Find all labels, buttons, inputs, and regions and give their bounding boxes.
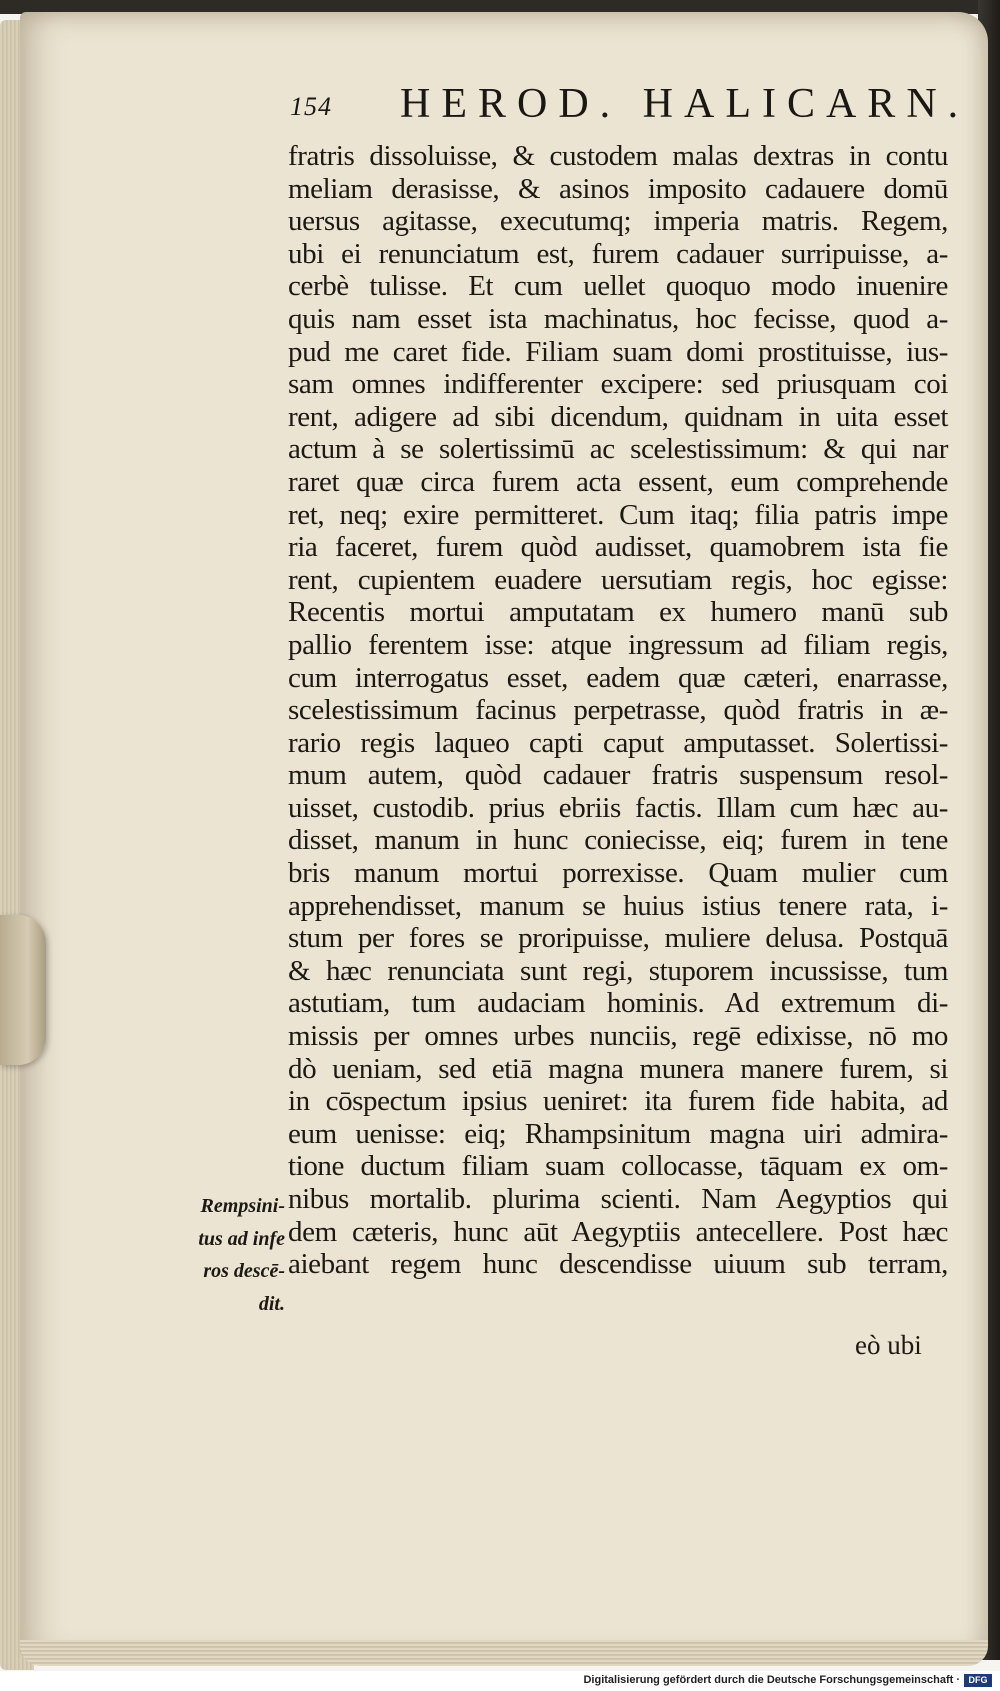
text-line: pallio ferentem isse: atque ingressum ad filiam regis, (288, 628, 948, 661)
text-line: rario regis laqueo capti caput amputasset. Solertissi- (288, 726, 948, 759)
text-line: bris manum mortui porrexisse. Quam mulier cum (288, 857, 948, 890)
main-text (288, 140, 948, 1281)
text-line: sam omnes indifferenter excipere: sed priusquam coi (288, 368, 948, 401)
text-line: mum autem, quòd cadauer fratris suspensum resol- (288, 759, 948, 792)
credit-text: Digitalisierung gefördert durch die Deutsche Forschungsgemeinschaft · (583, 1674, 960, 1686)
text-line: Recentis mortui amputatam ex humero manū sub (288, 596, 948, 629)
page-header (290, 80, 970, 140)
page-number: 154 (290, 92, 332, 121)
marginal-note-line: ros descē- (203, 1260, 285, 1283)
text-line: dem cæteris, hunc aūt Aegyptiis antecellere. Post hæc (288, 1215, 948, 1248)
text-line: rent, adigere ad sibi dicendum, quidnam in uita esset (288, 400, 948, 433)
text-line: cum interrogatus esset, eadem quæ cæteri, enarrasse, (288, 661, 948, 694)
text-line: stum per fores se proripuisse, muliere delusa. Postquā (288, 922, 948, 955)
catchword: eò ubi (855, 1330, 922, 1360)
marginal-note (170, 1190, 285, 1320)
text-line: eum uenisse: eiq; Rhampsinitum magna uiri admira- (288, 1117, 948, 1150)
text-line: aiebant regem hunc descendisse uiuum sub terram, (288, 1248, 948, 1281)
text-line: in cōspectum ipsius ueniret: ita furem fide habita, ad (288, 1085, 948, 1118)
text-line: & hæc renunciata sunt regi, stuporem incussisse, tum (288, 954, 948, 987)
book-clip (0, 915, 46, 1065)
text-line: tione ductum filiam suam collocasse, tāquam ex om- (288, 1150, 948, 1183)
text-line: ria faceret, furem quòd audisset, quamobrem ista fie (288, 531, 948, 564)
text-line: actum à se solertissimū ac scelestissimum: & qui nar (288, 433, 948, 466)
text-line: cerbè tulisse. Et cum uellet quoquo modo inuenire (288, 270, 948, 303)
page-edges (20, 1640, 988, 1666)
text-line: pud me caret fide. Filiam suam domi prostituisse, ius- (288, 335, 948, 368)
text-line: apprehendisset, manum se huius istius tenere rata, i- (288, 889, 948, 922)
marginal-note-line: Rempsini- (200, 1195, 285, 1217)
text-line: missis per omnes urbes nunciis, regē edixisse, nō mo (288, 1020, 948, 1053)
text-line: quis nam esset ista machinatus, hoc fecisse, quod a- (288, 302, 948, 335)
text-line: rent, cupientem euadere uersutiam regis, hoc egisse: (288, 563, 948, 596)
running-head: HEROD. HALICARN. (400, 81, 970, 127)
text-line: nibus mortalib. plurima scienti. Nam Aegyptios qui (288, 1183, 948, 1215)
text-line: dò ueniam, sed etiā magna munera manere furem, si (288, 1052, 948, 1085)
text-line: astutiam, tum audaciam hominis. Ad extremum di- (288, 987, 948, 1020)
text-line: ret, neq; exire permitteret. Cum itaq; filia patris impe (288, 498, 948, 531)
text-line: disset, manum in hunc coniecisse, eiq; furem in tene (288, 824, 948, 857)
dfg-logo: DFG (964, 1674, 992, 1687)
text-line: scelestissimum facinus perpetrasse, quòd fratris in æ- (288, 694, 948, 727)
marginal-note-line: tus ad infe (198, 1227, 285, 1250)
credit-bar (0, 1671, 1000, 1691)
text-line: fratris dissoluisse, & custodem malas dextras in contu (288, 140, 948, 172)
text-line: meliam derasisse, & asinos imposito cadauere domū (288, 172, 948, 205)
text-line: ubi ei renunciatum est, furem cadauer surripuisse, a- (288, 237, 948, 270)
marginal-note-line: dit. (258, 1292, 285, 1315)
text-line: raret quæ circa furem acta essent, eum comprehende (288, 465, 948, 498)
text-line: uisset, custodib. prius ebriis factis. Illam cum hæc au- (288, 791, 948, 824)
text-line: uersus agitasse, executumq; imperia matris. Regem, (288, 205, 948, 238)
